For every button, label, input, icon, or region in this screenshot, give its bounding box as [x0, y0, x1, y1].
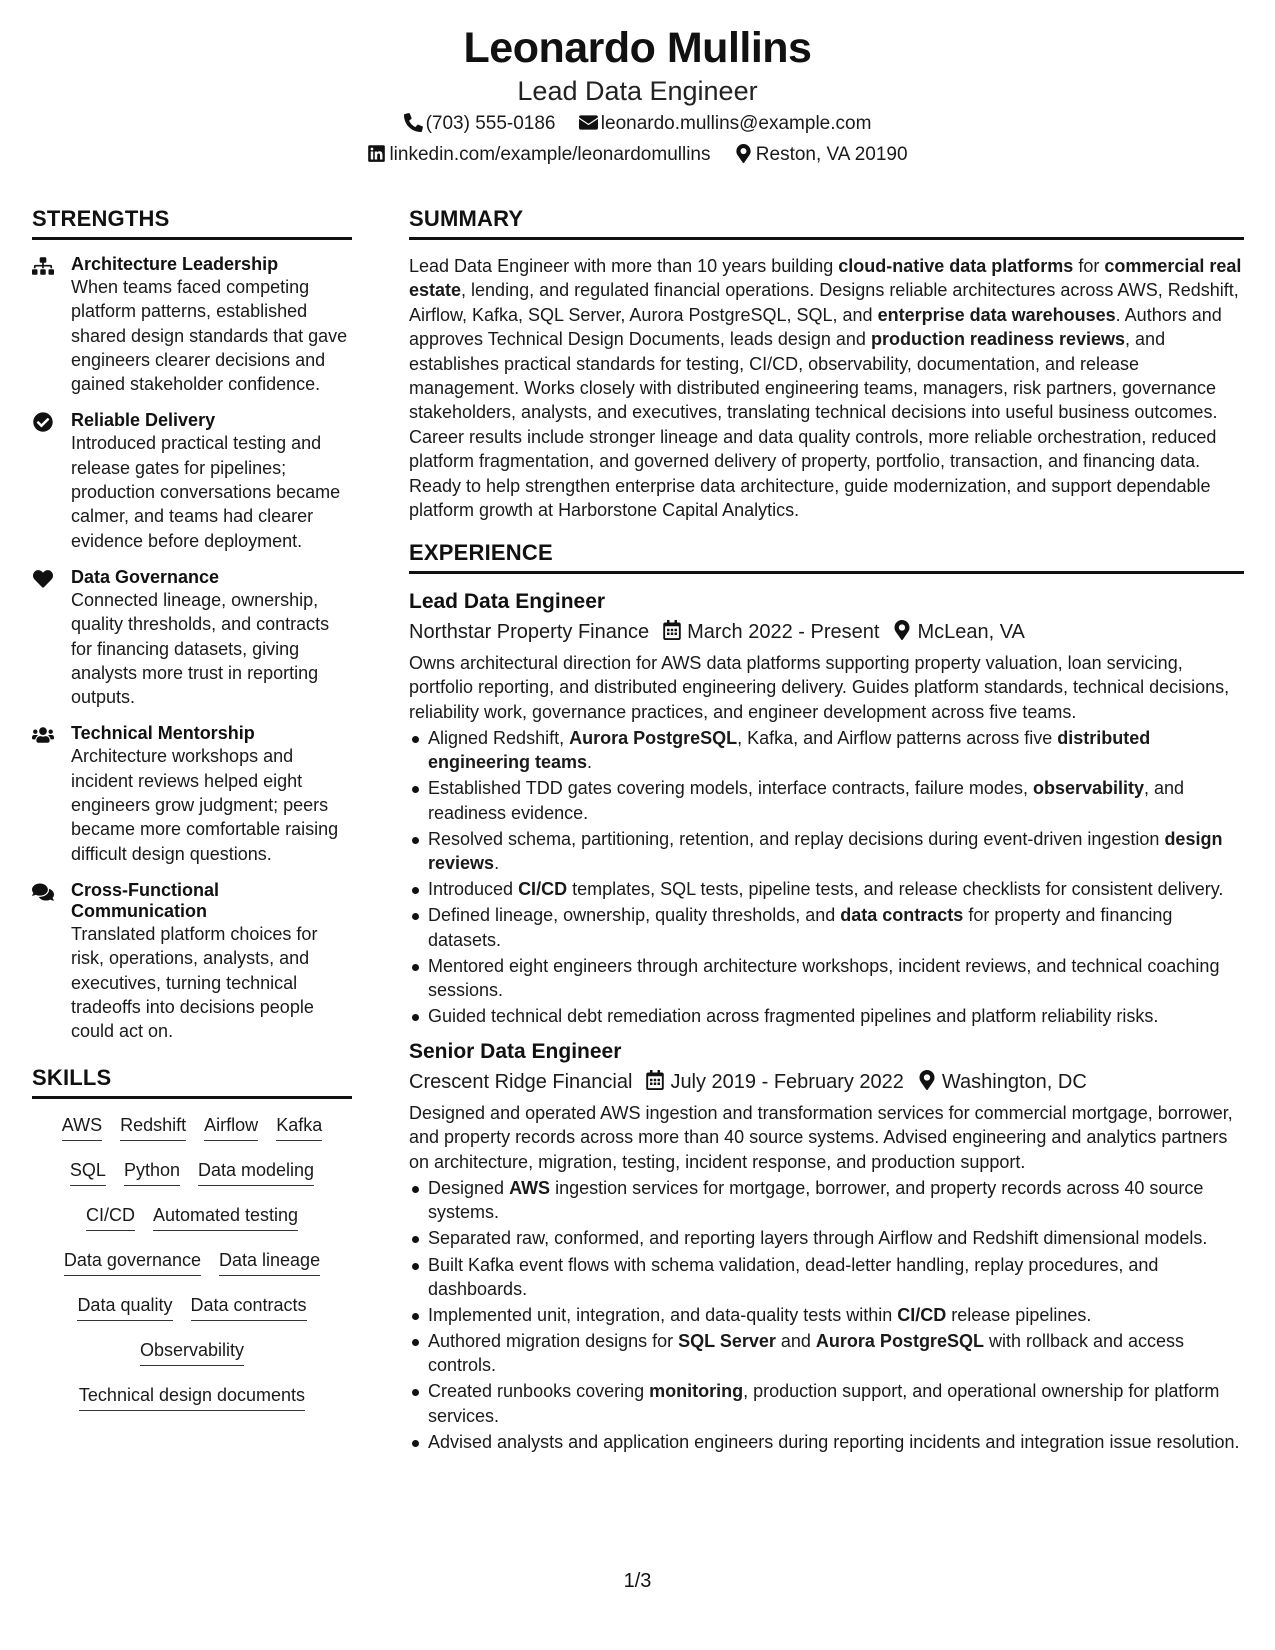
- bullet-item: [409, 1253, 1244, 1302]
- skill-tag: Data governance: [64, 1248, 201, 1276]
- skill-tag: Data lineage: [219, 1248, 320, 1276]
- bullet-item: [409, 1329, 1244, 1378]
- skill-tag: Python: [124, 1158, 180, 1186]
- job-title: Senior Data Engineer: [409, 1040, 622, 1064]
- skill-row: [32, 1338, 352, 1383]
- candidate-name: Leonardo Mullins: [463, 24, 812, 72]
- text-run: for: [1073, 256, 1105, 276]
- left-column: [32, 206, 352, 1428]
- skill-row: [32, 1158, 352, 1203]
- map-marker-icon: [734, 144, 753, 163]
- text-run: Lead Data Engineer with more than 10 years building: [409, 256, 839, 276]
- candidate-title: Lead Data Engineer: [517, 76, 758, 106]
- skill-tag: Data contracts: [191, 1293, 307, 1321]
- phone-text: (703) 555-0186: [425, 113, 556, 134]
- strength-title: Architecture Leadership: [71, 254, 279, 274]
- text-run: Implemented unit, integration, and data-quality tests within: [428, 1304, 898, 1325]
- text-run: .: [587, 752, 593, 773]
- strength-title: Data Governance: [71, 566, 220, 587]
- comments-icon: [32, 882, 56, 902]
- skills-list: [32, 1113, 352, 1428]
- text-run: Authored migration designs for: [428, 1331, 679, 1351]
- bold-text: commercial real estate: [409, 256, 1242, 301]
- calendar-icon: [646, 1070, 664, 1090]
- job-location: Washington, DC: [941, 1071, 1087, 1094]
- users-icon: [32, 725, 56, 745]
- bold-text: Aurora PostgreSQL: [569, 728, 738, 749]
- strength-desc: Introduced practical testing and release gates for pipelines; production conversations became calmer, and teams had clearer evidence before deployment.: [71, 433, 341, 551]
- bold-text: Aurora PostgreSQL: [815, 1331, 984, 1351]
- skill-tag: Airflow: [204, 1113, 258, 1141]
- map-marker-icon: [918, 1070, 936, 1090]
- phone-icon: [404, 113, 423, 132]
- strength-item: [32, 880, 352, 1043]
- strength-item: [32, 254, 352, 396]
- bold-text: SQL Server: [678, 1331, 776, 1351]
- bullet-item: [409, 827, 1244, 876]
- text-run: , and readiness evidence.: [428, 778, 1185, 823]
- bold-text: production readiness reviews: [870, 329, 1126, 350]
- contact-email[interactable]: [579, 108, 872, 139]
- skill-tag: Kafka: [276, 1113, 322, 1141]
- bullet-item: [409, 1226, 1244, 1250]
- contact-linkedin[interactable]: [367, 139, 710, 170]
- contact-phone: [404, 108, 556, 139]
- skill-tag: Redshift: [120, 1113, 186, 1141]
- experience-list: [409, 588, 1244, 1454]
- text-run: , Kafka, and Airflow patterns across five: [737, 728, 1058, 749]
- bullet-item: [409, 1303, 1244, 1327]
- text-run: ingestion services for mortgage, borrower, and property records across 40 source systems.: [428, 1178, 1204, 1223]
- check-circle-icon: [32, 412, 56, 432]
- linkedin-text[interactable]: linkedin.com/example/leonardomullins: [389, 144, 711, 165]
- experience-heading: EXPERIENCE: [409, 540, 1244, 574]
- job-location: McLean, VA: [917, 621, 1025, 644]
- skill-row: [32, 1203, 352, 1248]
- bullet-item: [409, 1379, 1244, 1428]
- strength-item: [32, 567, 352, 709]
- text-run: . Authors and approves Technical Design Documents, leads design and: [409, 304, 1222, 350]
- bold-text: data contracts: [840, 905, 964, 926]
- job-title: Lead Data Engineer: [409, 590, 606, 614]
- job-meta: [409, 616, 1244, 647]
- text-run: Mentored eight engineers through architecture workshops, incident reviews, and technical coaching sessions.: [428, 955, 1220, 1001]
- text-run: Defined lineage, ownership, quality thresholds, and: [428, 905, 841, 926]
- envelope-icon: [579, 113, 598, 132]
- bullet-item: [409, 1176, 1244, 1225]
- text-run: Created runbooks covering: [428, 1381, 650, 1402]
- strength-desc: Connected lineage, ownership, quality thresholds, and contracts for financing datasets, giving analysts more trust in reporting outputs.: [71, 589, 330, 708]
- job-description: Owns architectural direction for AWS data platforms supporting property valuation, loan servicing, portfolio reporting, and distributed engineering delivery. Guides platform standards, technical decisions, reliability work, governance practices, and engineer development across five teams.: [409, 653, 1230, 722]
- text-run: , production support, and operational ownership for platform services.: [428, 1381, 1220, 1426]
- strength-title: Cross-Functional Communication: [71, 879, 220, 921]
- text-run: Guided technical debt remediation across fragmented pipelines and platform reliability risks.: [428, 1006, 1159, 1027]
- bold-text: design reviews: [428, 828, 1223, 874]
- page-number: 1/3: [623, 1570, 652, 1592]
- skill-row: [32, 1383, 352, 1428]
- job-bullets: [409, 1176, 1244, 1454]
- text-run: Established TDD gates covering models, interface contracts, failure modes,: [428, 778, 1033, 799]
- bullet-item: [409, 903, 1244, 952]
- strength-desc: Architecture workshops and incident reviews helped eight engineers grow judgment; peers became more comfortable raising difficult design questions.: [71, 746, 339, 864]
- text-run: , and establishes practical standards for testing, CI/CD, observability, documentation, and release management. Works closely with distributed engineering teams, managers, risk partners, governance stakeholders, analysts, and executives, translating technical decisions into useful business outcomes. Career results include stronger lineage and data quality controls, more reliable orchestration, reduced platform fragmentation, and governed delivery of property, portfolio, transaction, and financing data. Ready to help strengthen enterprise data architecture, guide modernization, and support dependable platform growth at Harborstone Capital Analytics.: [409, 329, 1218, 521]
- strength-item: [32, 723, 352, 865]
- job-entry: [409, 588, 1244, 1028]
- contact-line-1: [0, 108, 1275, 139]
- text-run: Separated raw, conformed, and reporting layers through Airflow and Redshift dimensional models.: [428, 1228, 1208, 1249]
- skill-tag: AWS: [62, 1113, 102, 1141]
- skill-row: [32, 1248, 352, 1293]
- contact-line-2: [0, 139, 1275, 170]
- bold-text: enterprise data warehouses: [877, 304, 1116, 325]
- job-description: Designed and operated AWS ingestion and transformation services for commercial mortgage, borrower, and property records across more than 40 source systems. Advised engineering and analytics partners on architecture, migration, testing, incident response, and production support.: [409, 1103, 1233, 1172]
- text-run: Designed: [428, 1178, 510, 1199]
- strength-desc: Translated platform choices for risk, operations, analysts, and executives, turning technical tradeoffs into decisions people could act on.: [71, 923, 318, 1042]
- text-run: , lending, and regulated financial operations. Designs reliable architectures across AWS, Redshift, Airflow, Kafka, SQL Server, Aurora PostgreSQL, SQL, and: [409, 280, 1239, 325]
- job-meta: [409, 1066, 1244, 1097]
- heart-icon: [32, 569, 56, 589]
- skill-tag: Technical design documents: [79, 1383, 305, 1411]
- skills-heading: SKILLS: [32, 1065, 352, 1099]
- bullet-item: [409, 1430, 1244, 1454]
- calendar-icon: [663, 620, 681, 640]
- sitemap-icon: [32, 256, 56, 276]
- linkedin-icon: [367, 144, 386, 163]
- job-entry: [409, 1038, 1244, 1454]
- text-run: Aligned Redshift,: [428, 728, 570, 749]
- skill-tag: CI/CD: [86, 1203, 135, 1231]
- skill-row: [32, 1113, 352, 1158]
- summary-heading: SUMMARY: [409, 206, 1244, 240]
- bullet-item: [409, 877, 1244, 901]
- job-dates: March 2022 - Present: [687, 621, 880, 644]
- bullet-item: [409, 726, 1244, 775]
- text-run: release pipelines.: [946, 1304, 1092, 1325]
- strength-item: [32, 410, 352, 552]
- bullet-item: [409, 954, 1244, 1003]
- bold-text: distributed engineering teams: [428, 728, 1151, 773]
- email-text[interactable]: leonardo.mullins@example.com: [600, 113, 872, 134]
- text-run: templates, SQL tests, pipeline tests, and release checklists for consistent delivery.: [567, 879, 1224, 900]
- skill-tag: Data quality: [77, 1293, 172, 1321]
- job-dates: July 2019 - February 2022: [670, 1071, 904, 1094]
- strength-desc: When teams faced competing platform patterns, established shared design standards that gave engineers clearer decisions and gained stakeholder confidence.: [71, 277, 348, 395]
- strengths-heading: STRENGTHS: [32, 206, 352, 240]
- text-run: Resolved schema, partitioning, retention, and replay decisions during event-driven ingestion: [428, 828, 1165, 849]
- text-run: Advised analysts and application engineers during reporting incidents and integration issue resolution.: [428, 1431, 1240, 1452]
- strength-title: Reliable Delivery: [71, 410, 216, 431]
- bold-text: CI/CD: [897, 1304, 947, 1325]
- bullet-item: [409, 776, 1244, 825]
- right-column: [409, 206, 1244, 1456]
- bold-text: cloud-native data platforms: [838, 256, 1074, 276]
- contact-location: [734, 139, 908, 170]
- bold-text: CI/CD: [518, 879, 568, 900]
- skill-tag: SQL: [70, 1158, 106, 1186]
- bold-text: monitoring: [649, 1381, 744, 1402]
- text-run: Built Kafka event flows with schema validation, dead-letter handling, replay procedures, and dashboards.: [428, 1254, 1159, 1299]
- text-run: Introduced: [428, 879, 519, 900]
- text-run: .: [494, 853, 500, 874]
- skill-tag: Data modeling: [198, 1158, 314, 1186]
- skill-tag: Observability: [140, 1338, 244, 1366]
- strength-title: Technical Mentorship: [71, 723, 255, 744]
- bold-text: observability: [1032, 778, 1144, 799]
- bullet-item: [409, 1004, 1244, 1028]
- text-run: with rollback and access controls.: [428, 1331, 1185, 1376]
- job-company: Northstar Property Finance: [409, 621, 650, 644]
- job-bullets: [409, 726, 1244, 1028]
- skill-tag: Automated testing: [153, 1203, 298, 1231]
- map-marker-icon: [893, 620, 911, 640]
- job-company: Crescent Ridge Financial: [409, 1071, 633, 1094]
- text-run: for property and financing datasets.: [428, 905, 1173, 950]
- skill-row: [32, 1293, 352, 1338]
- text-run: and: [775, 1331, 816, 1351]
- summary-text: [409, 254, 1244, 522]
- resume-header: [0, 22, 1275, 170]
- location-text: Reston, VA 20190: [755, 144, 908, 165]
- bold-text: AWS: [509, 1178, 551, 1199]
